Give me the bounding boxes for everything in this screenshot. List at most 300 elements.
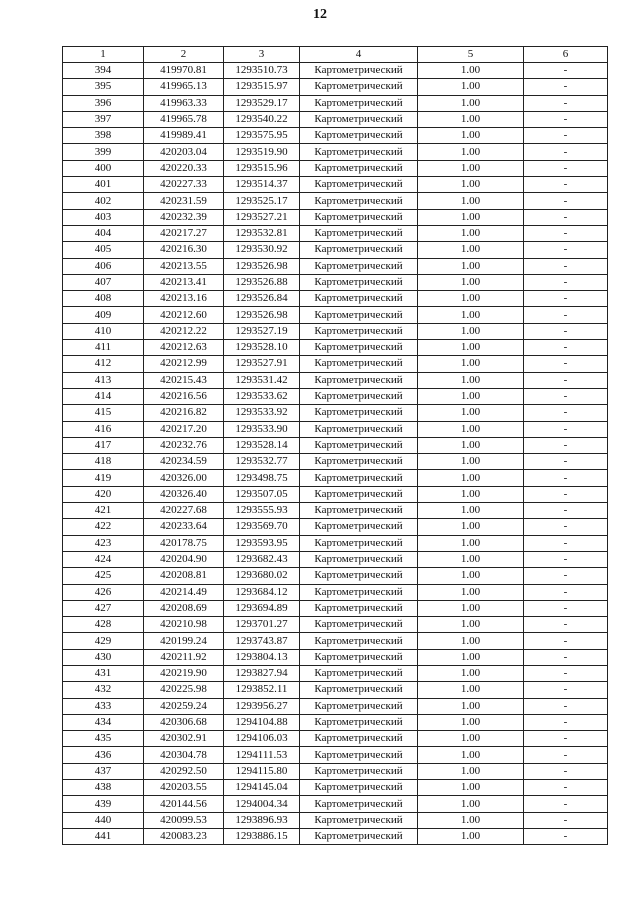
method-cell: Картометрический — [300, 796, 418, 812]
x-coordinate-cell: 420144.56 — [144, 796, 224, 812]
description-cell: - — [524, 486, 608, 502]
accuracy-cell: 1.00 — [418, 128, 524, 144]
table-row — [63, 763, 608, 779]
description-cell: - — [524, 470, 608, 486]
x-coordinate-cell: 420213.41 — [144, 274, 224, 290]
method-cell: Картометрический — [300, 177, 418, 193]
description-cell: - — [524, 307, 608, 323]
description-cell: - — [524, 388, 608, 404]
description-cell: - — [524, 535, 608, 551]
table-row — [63, 323, 608, 339]
point-number-cell: 409 — [63, 307, 144, 323]
accuracy-cell: 1.00 — [418, 307, 524, 323]
description-cell: - — [524, 551, 608, 567]
x-coordinate-cell: 419989.41 — [144, 128, 224, 144]
x-coordinate-cell: 420326.40 — [144, 486, 224, 502]
x-coordinate-cell: 420232.39 — [144, 209, 224, 225]
table-row — [63, 437, 608, 453]
y-coordinate-cell: 1293507.05 — [224, 486, 300, 502]
y-coordinate-cell: 1293533.92 — [224, 405, 300, 421]
method-cell: Картометрический — [300, 486, 418, 502]
accuracy-cell: 1.00 — [418, 193, 524, 209]
table-row — [63, 372, 608, 388]
y-coordinate-cell: 1293528.10 — [224, 340, 300, 356]
y-coordinate-cell: 1293526.84 — [224, 291, 300, 307]
point-number-cell: 425 — [63, 568, 144, 584]
method-cell: Картометрический — [300, 780, 418, 796]
x-coordinate-cell: 420217.27 — [144, 225, 224, 241]
x-coordinate-cell: 419970.81 — [144, 63, 224, 79]
point-number-cell: 405 — [63, 242, 144, 258]
point-number-cell: 420 — [63, 486, 144, 502]
point-number-cell: 396 — [63, 95, 144, 111]
page-number: 12 — [313, 7, 327, 22]
column-header-5: 5 — [418, 47, 524, 63]
method-cell: Картометрический — [300, 307, 418, 323]
method-cell: Картометрический — [300, 95, 418, 111]
description-cell: - — [524, 274, 608, 290]
point-number-cell: 436 — [63, 747, 144, 763]
method-cell: Картометрический — [300, 649, 418, 665]
y-coordinate-cell: 1293532.81 — [224, 225, 300, 241]
y-coordinate-cell: 1293515.97 — [224, 79, 300, 95]
method-cell: Картометрический — [300, 714, 418, 730]
description-cell: - — [524, 568, 608, 584]
point-number-cell: 419 — [63, 470, 144, 486]
accuracy-cell: 1.00 — [418, 160, 524, 176]
point-number-cell: 418 — [63, 454, 144, 470]
point-number-cell: 410 — [63, 323, 144, 339]
description-cell: - — [524, 144, 608, 160]
method-cell: Картометрический — [300, 470, 418, 486]
method-cell: Картометрический — [300, 763, 418, 779]
table-row — [63, 731, 608, 747]
column-header-4: 4 — [300, 47, 418, 63]
table-row — [63, 340, 608, 356]
x-coordinate-cell: 420203.04 — [144, 144, 224, 160]
point-number-cell: 417 — [63, 437, 144, 453]
description-cell: - — [524, 617, 608, 633]
accuracy-cell: 1.00 — [418, 796, 524, 812]
y-coordinate-cell: 1293569.70 — [224, 519, 300, 535]
method-cell: Картометрический — [300, 551, 418, 567]
method-cell: Картометрический — [300, 356, 418, 372]
x-coordinate-cell: 420208.69 — [144, 600, 224, 616]
description-cell: - — [524, 780, 608, 796]
table-row — [63, 454, 608, 470]
point-number-cell: 426 — [63, 584, 144, 600]
accuracy-cell: 1.00 — [418, 780, 524, 796]
table-row — [63, 649, 608, 665]
method-cell: Картометрический — [300, 747, 418, 763]
accuracy-cell: 1.00 — [418, 356, 524, 372]
x-coordinate-cell: 419965.13 — [144, 79, 224, 95]
table-row — [63, 128, 608, 144]
point-number-cell: 408 — [63, 291, 144, 307]
y-coordinate-cell: 1293510.73 — [224, 63, 300, 79]
column-header-6: 6 — [524, 47, 608, 63]
x-coordinate-cell: 420210.98 — [144, 617, 224, 633]
x-coordinate-cell: 420292.50 — [144, 763, 224, 779]
table-row — [63, 95, 608, 111]
description-cell: - — [524, 600, 608, 616]
method-cell: Картометрический — [300, 584, 418, 600]
point-number-cell: 428 — [63, 617, 144, 633]
x-coordinate-cell: 420213.16 — [144, 291, 224, 307]
table-row — [63, 63, 608, 79]
x-coordinate-cell: 420215.43 — [144, 372, 224, 388]
description-cell: - — [524, 356, 608, 372]
y-coordinate-cell: 1293531.42 — [224, 372, 300, 388]
point-number-cell: 412 — [63, 356, 144, 372]
description-cell: - — [524, 665, 608, 681]
accuracy-cell: 1.00 — [418, 177, 524, 193]
accuracy-cell: 1.00 — [418, 388, 524, 404]
table-header-row — [63, 47, 608, 63]
accuracy-cell: 1.00 — [418, 258, 524, 274]
accuracy-cell: 1.00 — [418, 812, 524, 828]
accuracy-cell: 1.00 — [418, 274, 524, 290]
x-coordinate-cell: 420216.82 — [144, 405, 224, 421]
point-number-cell: 438 — [63, 780, 144, 796]
table-row — [63, 307, 608, 323]
description-cell: - — [524, 340, 608, 356]
y-coordinate-cell: 1293526.98 — [224, 307, 300, 323]
method-cell: Картометрический — [300, 274, 418, 290]
description-cell: - — [524, 177, 608, 193]
point-number-cell: 421 — [63, 503, 144, 519]
x-coordinate-cell: 420212.60 — [144, 307, 224, 323]
point-number-cell: 413 — [63, 372, 144, 388]
method-cell: Картометрический — [300, 568, 418, 584]
accuracy-cell: 1.00 — [418, 111, 524, 127]
y-coordinate-cell: 1293533.62 — [224, 388, 300, 404]
description-cell: - — [524, 584, 608, 600]
table-row — [63, 421, 608, 437]
x-coordinate-cell: 420214.49 — [144, 584, 224, 600]
description-cell: - — [524, 812, 608, 828]
y-coordinate-cell: 1293682.43 — [224, 551, 300, 567]
accuracy-cell: 1.00 — [418, 421, 524, 437]
point-number-cell: 401 — [63, 177, 144, 193]
method-cell: Картометрический — [300, 665, 418, 681]
x-coordinate-cell: 420211.92 — [144, 649, 224, 665]
table-row — [63, 503, 608, 519]
accuracy-cell: 1.00 — [418, 209, 524, 225]
point-number-cell: 430 — [63, 649, 144, 665]
coordinates-table — [62, 46, 608, 845]
accuracy-cell: 1.00 — [418, 535, 524, 551]
x-coordinate-cell: 420326.00 — [144, 470, 224, 486]
table-row — [63, 405, 608, 421]
method-cell: Картометрический — [300, 372, 418, 388]
table-row — [63, 111, 608, 127]
y-coordinate-cell: 1293527.91 — [224, 356, 300, 372]
accuracy-cell: 1.00 — [418, 828, 524, 844]
method-cell: Картометрический — [300, 698, 418, 714]
accuracy-cell: 1.00 — [418, 242, 524, 258]
table-row — [63, 665, 608, 681]
accuracy-cell: 1.00 — [418, 144, 524, 160]
method-cell: Картометрический — [300, 405, 418, 421]
description-cell: - — [524, 454, 608, 470]
x-coordinate-cell: 420219.90 — [144, 665, 224, 681]
y-coordinate-cell: 1293525.17 — [224, 193, 300, 209]
accuracy-cell: 1.00 — [418, 649, 524, 665]
table-row — [63, 177, 608, 193]
y-coordinate-cell: 1293680.02 — [224, 568, 300, 584]
point-number-cell: 407 — [63, 274, 144, 290]
y-coordinate-cell: 1293528.14 — [224, 437, 300, 453]
x-coordinate-cell: 420083.23 — [144, 828, 224, 844]
table-row — [63, 747, 608, 763]
x-coordinate-cell: 420208.81 — [144, 568, 224, 584]
method-cell: Картометрический — [300, 535, 418, 551]
description-cell: - — [524, 405, 608, 421]
y-coordinate-cell: 1294115.80 — [224, 763, 300, 779]
accuracy-cell: 1.00 — [418, 665, 524, 681]
y-coordinate-cell: 1294104.88 — [224, 714, 300, 730]
accuracy-cell: 1.00 — [418, 698, 524, 714]
point-number-cell: 403 — [63, 209, 144, 225]
accuracy-cell: 1.00 — [418, 731, 524, 747]
description-cell: - — [524, 503, 608, 519]
description-cell: - — [524, 242, 608, 258]
table-row — [63, 274, 608, 290]
description-cell: - — [524, 437, 608, 453]
y-coordinate-cell: 1293804.13 — [224, 649, 300, 665]
accuracy-cell: 1.00 — [418, 95, 524, 111]
table-row — [63, 812, 608, 828]
description-cell: - — [524, 731, 608, 747]
point-number-cell: 427 — [63, 600, 144, 616]
point-number-cell: 416 — [63, 421, 144, 437]
description-cell: - — [524, 95, 608, 111]
description-cell: - — [524, 160, 608, 176]
table-row — [63, 388, 608, 404]
accuracy-cell: 1.00 — [418, 747, 524, 763]
point-number-cell: 398 — [63, 128, 144, 144]
column-header-2: 2 — [144, 47, 224, 63]
method-cell: Картометрический — [300, 421, 418, 437]
method-cell: Картометрический — [300, 731, 418, 747]
y-coordinate-cell: 1294145.04 — [224, 780, 300, 796]
y-coordinate-cell: 1293526.98 — [224, 258, 300, 274]
x-coordinate-cell: 420212.99 — [144, 356, 224, 372]
description-cell: - — [524, 258, 608, 274]
table-row — [63, 144, 608, 160]
x-coordinate-cell: 420220.33 — [144, 160, 224, 176]
description-cell: - — [524, 111, 608, 127]
method-cell: Картометрический — [300, 323, 418, 339]
y-coordinate-cell: 1293743.87 — [224, 633, 300, 649]
x-coordinate-cell: 420212.22 — [144, 323, 224, 339]
description-cell: - — [524, 714, 608, 730]
accuracy-cell: 1.00 — [418, 225, 524, 241]
x-coordinate-cell: 420217.20 — [144, 421, 224, 437]
table-row — [63, 79, 608, 95]
point-number-cell: 434 — [63, 714, 144, 730]
point-number-cell: 439 — [63, 796, 144, 812]
accuracy-cell: 1.00 — [418, 633, 524, 649]
description-cell: - — [524, 828, 608, 844]
description-cell: - — [524, 763, 608, 779]
method-cell: Картометрический — [300, 144, 418, 160]
y-coordinate-cell: 1293896.93 — [224, 812, 300, 828]
point-number-cell: 395 — [63, 79, 144, 95]
description-cell: - — [524, 421, 608, 437]
table-row — [63, 258, 608, 274]
description-cell: - — [524, 682, 608, 698]
point-number-cell: 422 — [63, 519, 144, 535]
description-cell: - — [524, 209, 608, 225]
accuracy-cell: 1.00 — [418, 503, 524, 519]
y-coordinate-cell: 1293555.93 — [224, 503, 300, 519]
accuracy-cell: 1.00 — [418, 79, 524, 95]
table-row — [63, 291, 608, 307]
accuracy-cell: 1.00 — [418, 340, 524, 356]
y-coordinate-cell: 1293886.15 — [224, 828, 300, 844]
accuracy-cell: 1.00 — [418, 437, 524, 453]
y-coordinate-cell: 1293852.11 — [224, 682, 300, 698]
x-coordinate-cell: 420302.91 — [144, 731, 224, 747]
y-coordinate-cell: 1293593.95 — [224, 535, 300, 551]
y-coordinate-cell: 1294004.34 — [224, 796, 300, 812]
table-row — [63, 225, 608, 241]
method-cell: Картометрический — [300, 388, 418, 404]
description-cell: - — [524, 796, 608, 812]
accuracy-cell: 1.00 — [418, 519, 524, 535]
x-coordinate-cell: 420232.76 — [144, 437, 224, 453]
method-cell: Картометрический — [300, 503, 418, 519]
y-coordinate-cell: 1294111.53 — [224, 747, 300, 763]
method-cell: Картометрический — [300, 340, 418, 356]
method-cell: Картометрический — [300, 258, 418, 274]
x-coordinate-cell: 420099.53 — [144, 812, 224, 828]
y-coordinate-cell: 1293533.90 — [224, 421, 300, 437]
table-row — [63, 519, 608, 535]
x-coordinate-cell: 420233.64 — [144, 519, 224, 535]
table-row — [63, 193, 608, 209]
point-number-cell: 406 — [63, 258, 144, 274]
point-number-cell: 441 — [63, 828, 144, 844]
table-row — [63, 160, 608, 176]
y-coordinate-cell: 1293956.27 — [224, 698, 300, 714]
table-row — [63, 714, 608, 730]
y-coordinate-cell: 1293526.88 — [224, 274, 300, 290]
x-coordinate-cell: 420216.30 — [144, 242, 224, 258]
point-number-cell: 437 — [63, 763, 144, 779]
point-number-cell: 429 — [63, 633, 144, 649]
y-coordinate-cell: 1293519.90 — [224, 144, 300, 160]
y-coordinate-cell: 1293527.21 — [224, 209, 300, 225]
table-row — [63, 617, 608, 633]
table-row — [63, 551, 608, 567]
accuracy-cell: 1.00 — [418, 63, 524, 79]
column-header-3: 3 — [224, 47, 300, 63]
method-cell: Картометрический — [300, 812, 418, 828]
y-coordinate-cell: 1293694.89 — [224, 600, 300, 616]
description-cell: - — [524, 128, 608, 144]
point-number-cell: 400 — [63, 160, 144, 176]
y-coordinate-cell: 1293527.19 — [224, 323, 300, 339]
method-cell: Картометрический — [300, 682, 418, 698]
y-coordinate-cell: 1293827.94 — [224, 665, 300, 681]
description-cell: - — [524, 225, 608, 241]
x-coordinate-cell: 420212.63 — [144, 340, 224, 356]
table-row — [63, 780, 608, 796]
point-number-cell: 394 — [63, 63, 144, 79]
method-cell: Картометрический — [300, 519, 418, 535]
y-coordinate-cell: 1293701.27 — [224, 617, 300, 633]
table-row — [63, 568, 608, 584]
x-coordinate-cell: 420213.55 — [144, 258, 224, 274]
x-coordinate-cell: 420227.33 — [144, 177, 224, 193]
description-cell: - — [524, 372, 608, 388]
method-cell: Картометрический — [300, 128, 418, 144]
description-cell: - — [524, 63, 608, 79]
point-number-cell: 435 — [63, 731, 144, 747]
x-coordinate-cell: 420227.68 — [144, 503, 224, 519]
table-body — [63, 63, 608, 845]
method-cell: Картометрический — [300, 225, 418, 241]
table-row — [63, 600, 608, 616]
method-cell: Картометрический — [300, 633, 418, 649]
description-cell: - — [524, 79, 608, 95]
accuracy-cell: 1.00 — [418, 551, 524, 567]
table-row — [63, 470, 608, 486]
x-coordinate-cell: 420178.75 — [144, 535, 224, 551]
y-coordinate-cell: 1293684.12 — [224, 584, 300, 600]
x-coordinate-cell: 420204.90 — [144, 551, 224, 567]
table-row — [63, 535, 608, 551]
accuracy-cell: 1.00 — [418, 470, 524, 486]
y-coordinate-cell: 1293575.95 — [224, 128, 300, 144]
y-coordinate-cell: 1293514.37 — [224, 177, 300, 193]
description-cell: - — [524, 519, 608, 535]
x-coordinate-cell: 420199.24 — [144, 633, 224, 649]
point-number-cell: 432 — [63, 682, 144, 698]
method-cell: Картометрический — [300, 600, 418, 616]
point-number-cell: 414 — [63, 388, 144, 404]
table-row — [63, 356, 608, 372]
y-coordinate-cell: 1293532.77 — [224, 454, 300, 470]
table-row — [63, 682, 608, 698]
description-cell: - — [524, 649, 608, 665]
accuracy-cell: 1.00 — [418, 600, 524, 616]
accuracy-cell: 1.00 — [418, 682, 524, 698]
method-cell: Картометрический — [300, 454, 418, 470]
x-coordinate-cell: 420225.98 — [144, 682, 224, 698]
y-coordinate-cell: 1293540.22 — [224, 111, 300, 127]
accuracy-cell: 1.00 — [418, 372, 524, 388]
method-cell: Картометрический — [300, 437, 418, 453]
accuracy-cell: 1.00 — [418, 617, 524, 633]
point-number-cell: 433 — [63, 698, 144, 714]
point-number-cell: 411 — [63, 340, 144, 356]
point-number-cell: 440 — [63, 812, 144, 828]
point-number-cell: 402 — [63, 193, 144, 209]
y-coordinate-cell: 1294106.03 — [224, 731, 300, 747]
table-row — [63, 242, 608, 258]
table-row — [63, 633, 608, 649]
point-number-cell: 424 — [63, 551, 144, 567]
table-row — [63, 698, 608, 714]
x-coordinate-cell: 419965.78 — [144, 111, 224, 127]
point-number-cell: 397 — [63, 111, 144, 127]
table-row — [63, 828, 608, 844]
y-coordinate-cell: 1293515.96 — [224, 160, 300, 176]
